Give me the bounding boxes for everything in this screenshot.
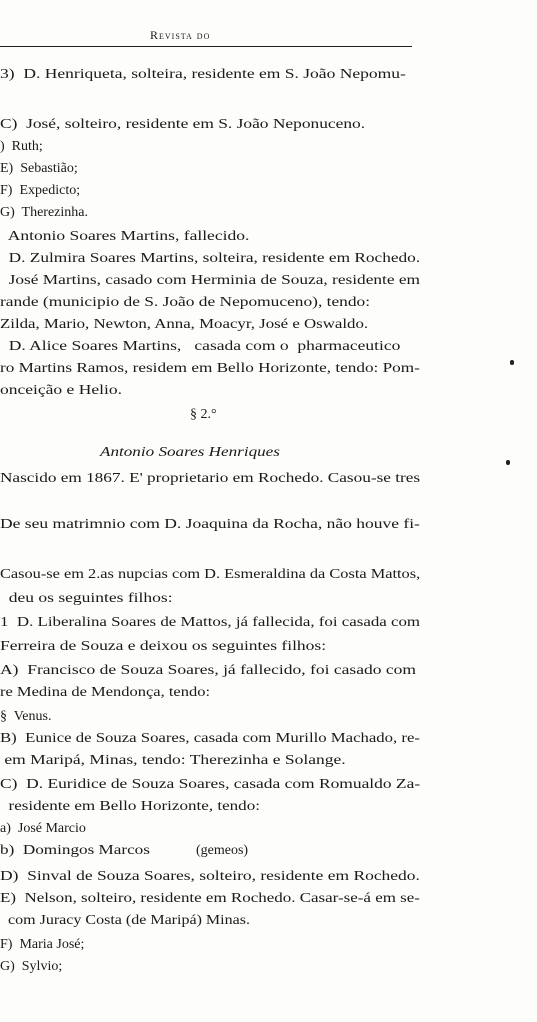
text-line: rande (municipio de S. João de Nepomuceno), tendo: xyxy=(0,295,371,310)
margin-speck xyxy=(510,360,514,365)
running-title: Revista do xyxy=(150,28,211,42)
text-line: (gemeos) xyxy=(196,843,249,858)
text-line: C) D. Euridice de Souza Soares, casada com Romualdo Za- xyxy=(0,777,421,792)
text-line: Casou-se em 2.as nupcias com D. Esmeraldina da Costa Mattos, xyxy=(0,567,421,582)
section-heading-name: Antonio Soares Henriques xyxy=(100,445,280,460)
text-line: Antonio Soares Martins, fallecido. xyxy=(0,229,250,244)
text-line: G) Therezinha. xyxy=(0,205,88,220)
text-line: Ferreira de Souza e deixou os seguintes filhos: xyxy=(0,639,327,654)
text-line: C) José, solteiro, residente em S. João Neponuceno. xyxy=(0,117,366,132)
text-line: G) Sylvio; xyxy=(0,959,63,974)
text-line: 3) D. Henriqueta, solteira, residente em S. João Nepomu- xyxy=(0,67,406,82)
text-line: Zilda, Mario, Newton, Anna, Moacyr, José e Oswaldo. xyxy=(0,317,369,332)
text-line: ) Ruth; xyxy=(0,139,43,154)
text-line: D) Sinval de Souza Soares, solteiro, residente em Rochedo. xyxy=(0,869,420,884)
text-line: D. Alice Soares Martins, casada com o pharmaceutico xyxy=(0,339,401,354)
text-line: ro Martins Ramos, residem em Bello Horizonte, tendo: Pom- xyxy=(0,361,420,376)
text-line: José Martins, casado com Herminia de Souza, residente em xyxy=(0,273,420,288)
text-line: E) Nelson, solteiro, residente em Rochedo. Casar-se-á em se- xyxy=(0,891,420,906)
text-line: com Juracy Costa (de Maripá) Minas. xyxy=(0,913,250,928)
text-line: D. Zulmira Soares Martins, solteira, residente em Rochedo. xyxy=(0,251,421,266)
text-line: F) Maria José; xyxy=(0,937,85,952)
text-line: residente em Bello Horizonte, tendo: xyxy=(0,799,260,814)
text-line: b) Domingos Marcos xyxy=(0,843,150,858)
text-line: A) Francisco de Souza Soares, já fallecido, foi casado com xyxy=(0,663,416,678)
text-line: re Medina de Mendonça, tendo: xyxy=(0,685,211,700)
text-line: De seu matrimnio com D. Joaquina da Rocha, não houve fi- xyxy=(0,517,420,532)
text-line: Nascido em 1867. E' proprietario em Rochedo. Casou-se tres xyxy=(0,471,421,486)
text-line: deu os seguintes filhos: xyxy=(0,591,173,606)
text-line: B) Eunice de Souza Soares, casada com Murillo Machado, re- xyxy=(0,731,420,746)
section-number: § 2.° xyxy=(190,407,217,422)
text-line: a) José Marcio xyxy=(0,821,86,836)
text-line: em Maripá, Minas, tendo: Therezinha e Solange. xyxy=(0,753,346,768)
text-line: F) Expedicto; xyxy=(0,183,81,198)
text-line: § Venus. xyxy=(0,709,52,724)
text-line: onceição e Helio. xyxy=(0,383,122,398)
running-header xyxy=(0,26,537,46)
text-line: 1 D. Liberalina Soares de Mattos, já fallecida, foi casada com xyxy=(0,615,421,630)
margin-speck xyxy=(506,460,510,465)
header-rule xyxy=(0,46,412,47)
text-line: E) Sebastião; xyxy=(0,161,78,176)
